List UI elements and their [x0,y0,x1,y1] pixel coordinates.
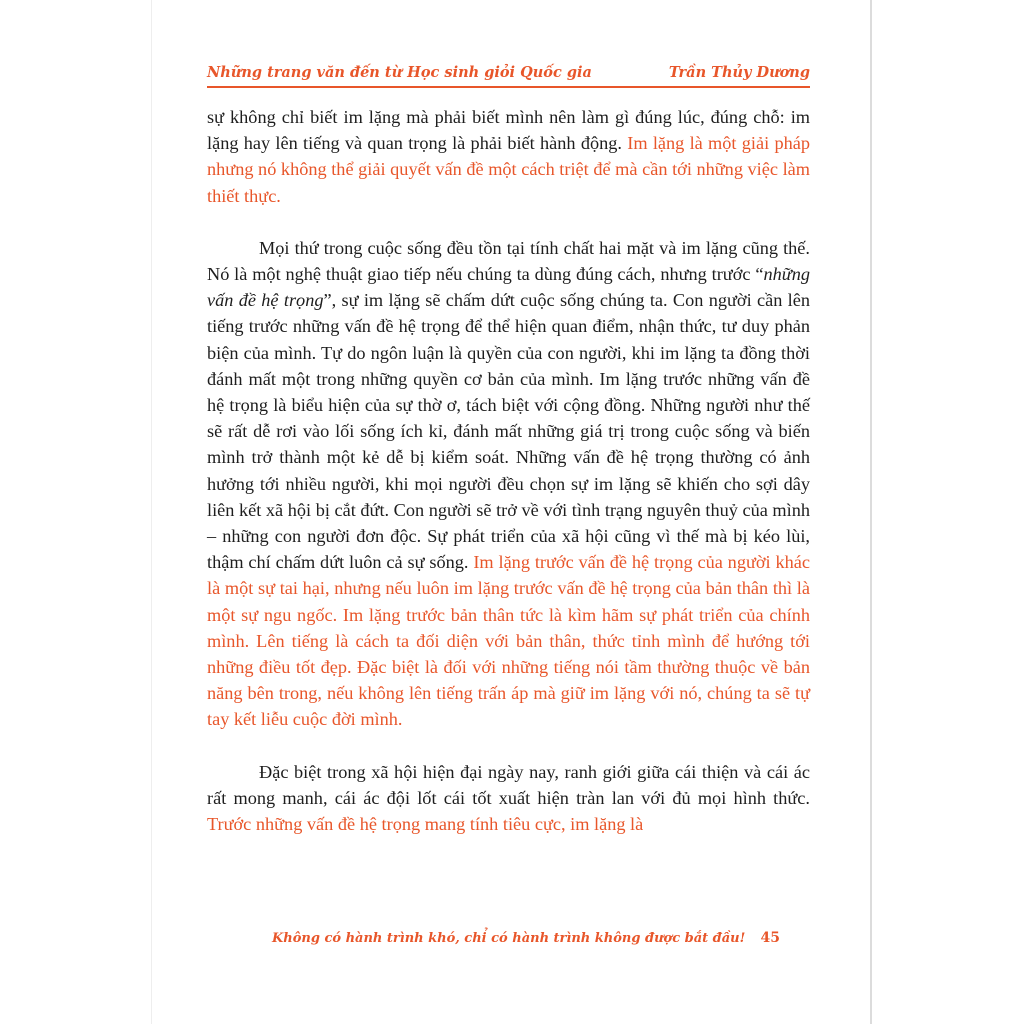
header-book-title: Những trang văn đến từ Học sinh giỏi Quốc gia [207,64,592,81]
paragraph-2-italic-phrase: những vấn đề hệ trọng [207,264,810,311]
footer-slogan: Không có hành trình khó, chỉ có hành trình không được bắt đầu! [272,931,746,946]
paragraph-2-text-start: Mọi thứ trong cuộc sống đều tồn tại tính chất hai mặt và im lặng cũng thế. Nó là một nghệ thuật giao tiếp nếu chúng ta dùng đúng cách, nhưng trước “ [207,237,810,285]
paragraph-1 [207,104,810,209]
book-page [152,0,870,1024]
running-header [207,64,810,81]
page-body [207,104,810,837]
paragraph-3 [207,759,810,838]
paragraph-2-text-body: ”, sự im lặng sẽ chấm dứt cuộc sống chúng ta. Con người cần lên tiếng trước những vấn đề hệ trọng để thể hiện quan điểm, nhận thức, tư duy phản biện của mình. Tự do ngôn luận là quyền của con người, khi im lặng ta đồng thời đánh mất một trong những quyền cơ bản của mình. Im lặng trước những vấn đề hệ trọng là biểu hiện của sự thờ ơ, tách biệt với cộng đồng. Những người như thế sẽ rất dễ rơi vào lối sống ích kỉ, đánh mất những giá trị trong cuộc sống và biến mình trở thành một kẻ dễ bị kiểm soát. Những vấn đề hệ trọng thường có ảnh hưởng tới nhiều người, khi mọi người đều chọn sự im lặng sẽ khiến cho sợi dây liên kết xã hội bị cắt đứt. Con người sẽ trở về với tình trạng nguyên thuỷ của mình – những con người đơn độc. Sự phát triển của xã hội cũng vì thế mà bị kéo lùi, thậm chí chấm dứt luôn cả sự sống. [207,290,810,573]
paragraph-1-highlight: Im lặng là một giải pháp nhưng nó không thể giải quyết vấn đề một cách triệt để mà cần tới những việc làm thiết thực. [207,133,810,206]
paragraph-3-highlight: Trước những vấn đề hệ trọng mang tính tiêu cực, im lặng là [207,814,644,835]
paragraph-1-text: sự không chỉ biết im lặng mà phải biết mình nên làm gì đúng lúc, đúng chỗ: im lặng hay lên tiếng và quan trọng là phải biết hành động. [207,107,810,154]
header-author: Trần Thủy Dương [668,64,810,81]
header-divider [207,86,810,88]
paragraph-2-highlight: Im lặng trước vấn đề hệ trọng của người khác là một sự tai hại, nhưng nếu luôn im lặng trước vấn đề hệ trọng của bản thân thì là một sự ngu ngốc. Im lặng trước bản thân tức là kìm hãm sự phát triển của chính mình. Lên tiếng là cách ta đối diện với bản thân, thức tỉnh mình để hướng tới những điều tốt đẹp. Đặc biệt là đối với những tiếng nói tầm thường thuộc về bản năng bên trong, nếu không lên tiếng trấn áp mà giữ im lặng với nó, chúng ta sẽ tự tay kết liễu cuộc đời mình. [207,552,810,730]
paragraph-2 [207,235,810,733]
paragraph-3-text: Đặc biệt trong xã hội hiện đại ngày nay, ranh giới giữa cái thiện và cái ác rất mong manh, cái ác đội lốt cái tốt xuất hiện tràn lan với đủ mọi hình thức. [207,761,810,808]
page-number: 45 [760,930,780,946]
running-footer [272,930,780,946]
